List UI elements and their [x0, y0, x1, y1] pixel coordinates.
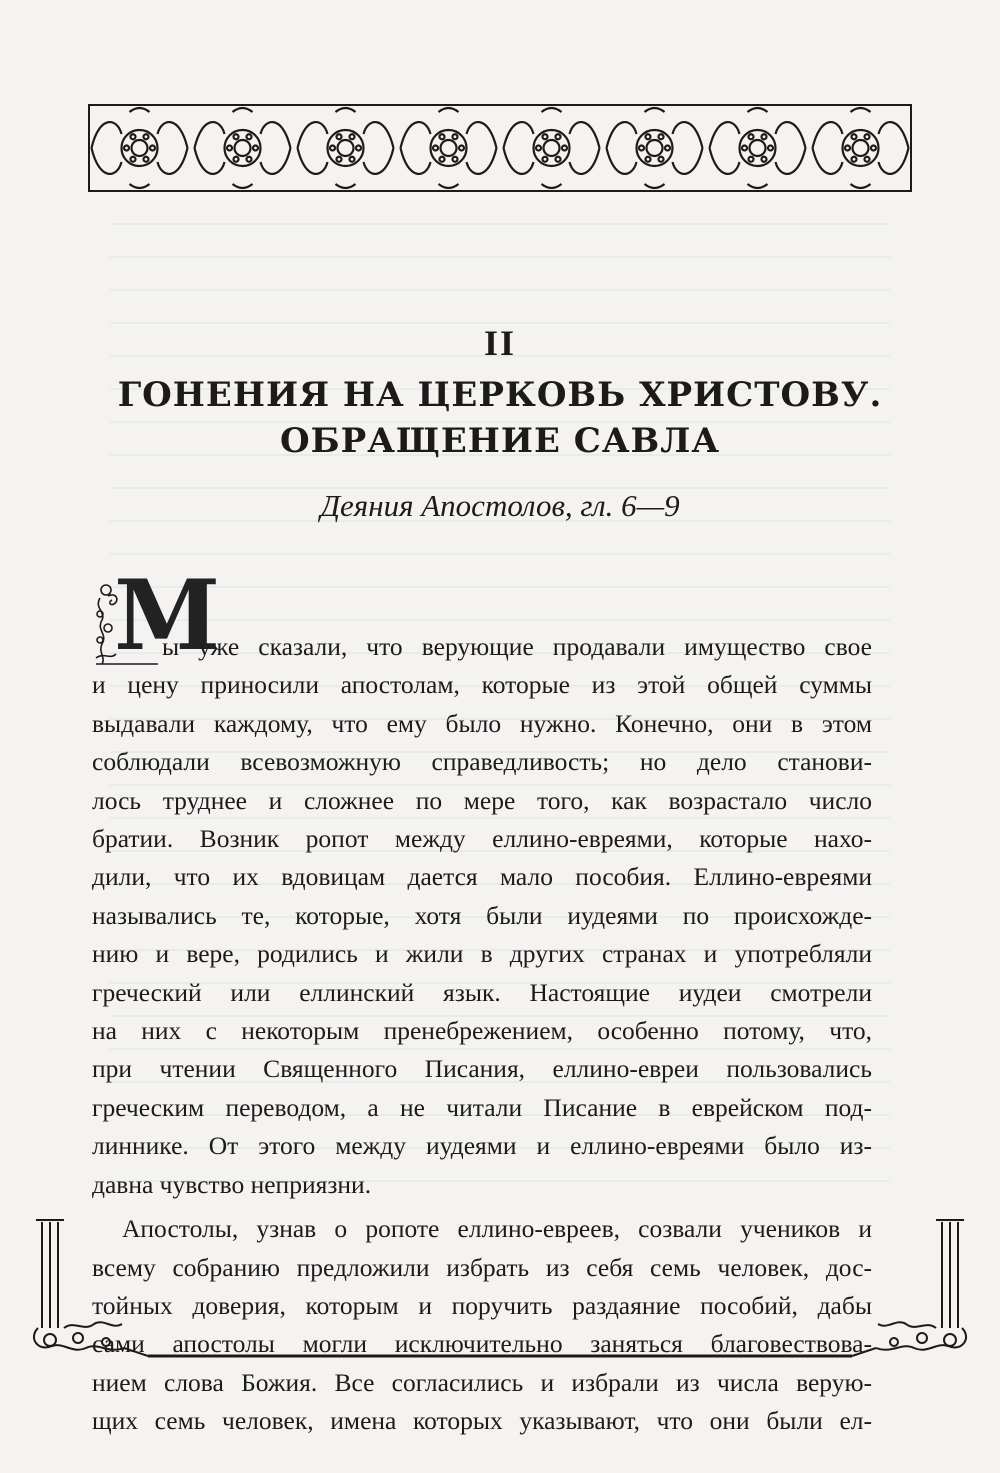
text-line: греческий или еллинский язык. Настоящие иудеи смотрели: [92, 977, 872, 1007]
text-line: тойных доверия, которым и поручить раздаяние пособий, дабы: [92, 1290, 872, 1320]
ornament-medallion: [607, 108, 703, 188]
text-line: выдавали каждому, что ему было нужно. Конечно, они в этом: [92, 708, 872, 738]
text-line: всему собранию предложили избрать из себя семь человек, дос-: [92, 1252, 872, 1282]
dropcap-letter: М: [114, 559, 221, 672]
chapter-title-line-1: ГОНЕНИЯ НА ЦЕРКОВЬ ХРИСТОВУ.: [117, 375, 883, 415]
text-line: ы уже сказали, что верующие продавали имущество свое: [162, 632, 872, 661]
text-line: нием слова Божия. Все согласились и избрали из числа верую-: [92, 1367, 872, 1397]
text-line: при чтении Священного Писания, еллино-евреи пользовались: [92, 1054, 872, 1084]
text-line: линнике. От этого между иудеями и еллино-евреями было из-: [92, 1131, 872, 1161]
ornament-medallion: [195, 108, 291, 188]
text-line: давна чувство неприязни.: [92, 1169, 372, 1199]
text-line: нию и вере, родились и жили в других странах и употребляли: [92, 939, 872, 969]
chapter-title-line-2: ОБРАЩЕНИЕ САВЛА: [279, 421, 721, 461]
text-line: назывались те, которые, хотя были иудеями по происхожде-: [92, 900, 872, 930]
ornament-medallion: [92, 108, 188, 188]
paragraph-1: [92, 628, 872, 1204]
ornament-medallion: [813, 108, 909, 188]
header-ornament-band: [88, 104, 912, 192]
ornament-medallion: [710, 108, 806, 188]
chapter-title: [100, 372, 900, 464]
text-line: Апостолы, узнав о ропоте еллино-евреев, созвали учеников и: [122, 1214, 872, 1244]
text-line: братии. Возник ропот между еллино-евреями, которые нахо-: [92, 824, 872, 854]
text-line: сами апостолы могли исключительно заняться благовествова-: [92, 1329, 872, 1359]
chapter-source-reference: Деяния Апостолов, гл. 6—9: [320, 488, 680, 523]
text-line: соблюдали всевозможную справедливость; но дело станови-: [92, 747, 872, 777]
footer-ornament-frame: [28, 1218, 972, 1368]
text-line: и цену приносили апостолам, которые из этой общей суммы: [92, 670, 872, 700]
ornament-medallion: [401, 108, 497, 188]
chapter-number: II: [483, 323, 517, 363]
text-line: на них с некоторым пренебрежением, особенно потому, что,: [92, 1016, 872, 1046]
text-line: греческим переводом, а не читали Писание в еврейском под-: [92, 1092, 872, 1122]
text-line: дили, что их вдовицам дается мало пособия. Еллино-евреями: [92, 862, 872, 892]
ornament-medallion: [504, 108, 600, 188]
ornament-medallion: [298, 108, 394, 188]
text-line: щих семь человек, имена которых указывают, что они были ел-: [92, 1406, 872, 1436]
text-line: лось труднее и сложнее по мере того, как возрастало число: [92, 785, 872, 815]
